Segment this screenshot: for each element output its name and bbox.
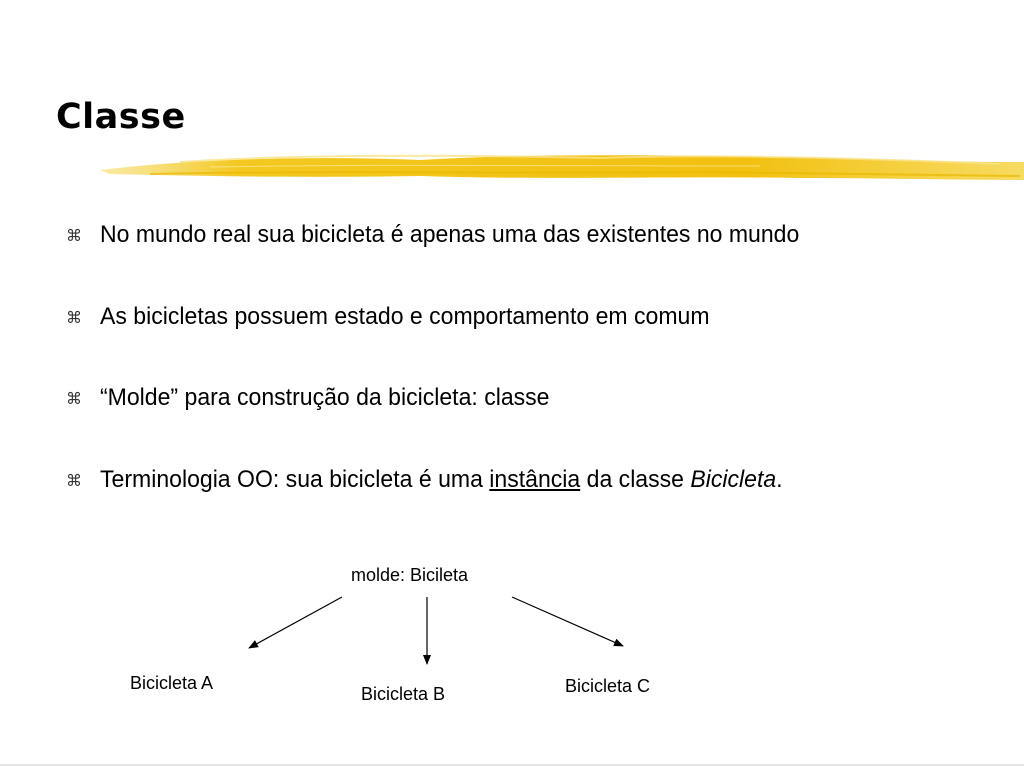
- footer-divider: [0, 764, 1024, 766]
- command-key-icon: ⌘: [66, 388, 82, 408]
- bicicleta-class-name: Bicicleta: [690, 466, 777, 493]
- bullet-text: “Molde” para construção da bicicleta: classe: [100, 384, 550, 411]
- command-key-icon: ⌘: [66, 307, 82, 327]
- bullet-text-mid: da classe: [580, 466, 691, 493]
- bullet-text: No mundo real sua bicicleta é apenas uma das existentes no mundo: [100, 221, 800, 248]
- arrow-to-bicicleta-a: [249, 597, 342, 648]
- bullet-text-post: .: [776, 466, 783, 493]
- slide-title: Classe: [56, 97, 186, 137]
- diagram-child-label-b: Bicicleta B: [361, 684, 446, 704]
- diagram-root-label: molde: Bicileta: [351, 565, 469, 585]
- diagram-child-label-a: Bicicleta A: [130, 673, 214, 693]
- bullet-text-pre: Terminologia OO: sua bicicleta é uma: [100, 466, 490, 493]
- arrow-to-bicicleta-c: [512, 597, 623, 646]
- instancia-term: instância: [489, 466, 581, 493]
- command-key-icon: ⌘: [66, 225, 82, 245]
- bullet-text: As bicicletas possuem estado e comportamento em comum: [100, 303, 710, 330]
- command-key-icon: ⌘: [66, 470, 82, 490]
- diagram-child-label-c: Bicicleta C: [565, 676, 651, 696]
